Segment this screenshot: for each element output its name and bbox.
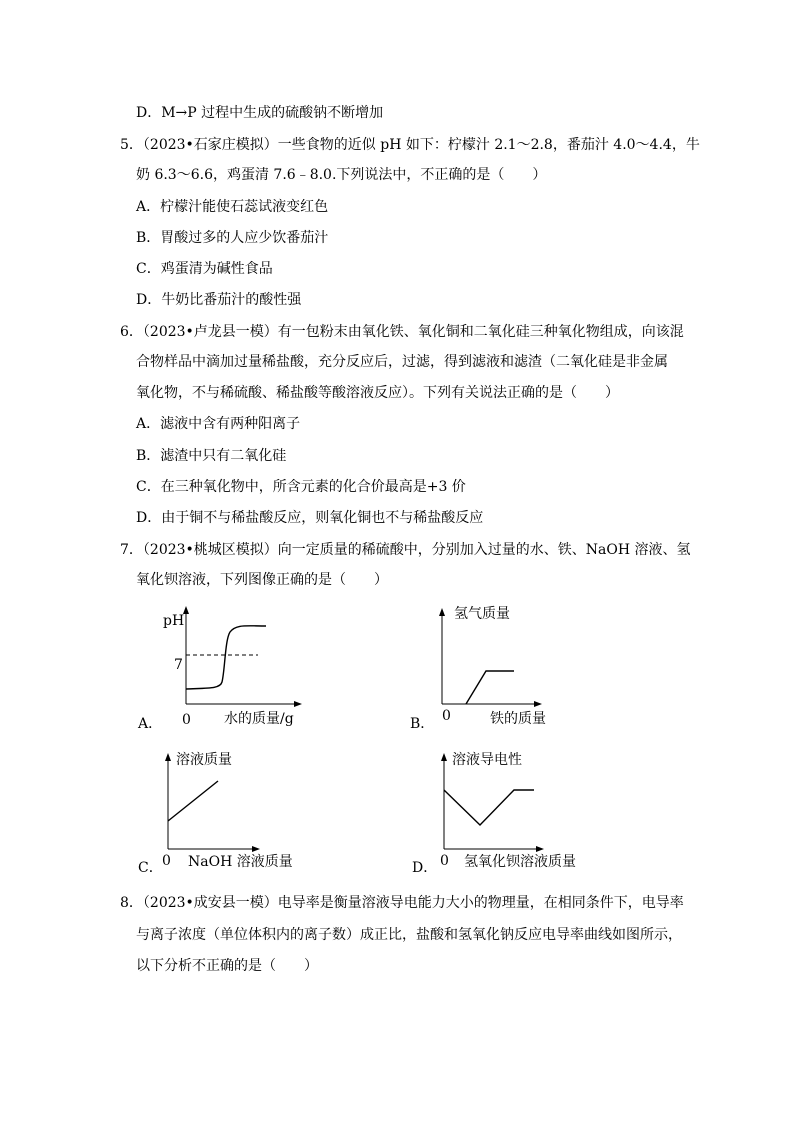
q5-option-a: A．柠檬汁能使石蕊试液变红色 xyxy=(136,199,329,215)
graph-c-y-arrow xyxy=(165,753,171,761)
graph-a-xlabel: 水的质量/g xyxy=(224,711,294,727)
graph-a xyxy=(130,600,330,740)
graph-c-x-arrow xyxy=(252,846,260,852)
graph-b-x-arrow xyxy=(534,701,542,707)
q6-option-b: B．滤渣中只有二氧化硅 xyxy=(136,448,287,464)
graph-d-origin: 0 xyxy=(440,853,449,869)
graph-b-y-arrow xyxy=(439,608,445,616)
graph-c-letter: C． xyxy=(138,860,163,876)
graph-c-curve xyxy=(168,781,218,821)
q6-stem-line2: 合物样品中滴加过量稀盐酸，充分反应后，过滤，得到滤液和滤渣（二氧化硅是非金属 xyxy=(136,354,668,370)
graph-d-curve xyxy=(444,790,534,825)
graph-b-origin: 0 xyxy=(442,708,451,724)
graph-c-ylabel: 溶液质量 xyxy=(176,752,232,768)
graph-d-y-arrow xyxy=(441,753,447,761)
q4-option-d: D．M→P 过程中生成的硫酸钠不断增加 xyxy=(136,105,384,121)
graph-a-letter: A． xyxy=(138,716,163,732)
q5-stem-line1: 5．（2023•石家庄模拟）一些食物的近似 pH 如下：柠檬汁 2.1～2.8，番茄汁 4.0～4.4，牛 xyxy=(120,137,700,153)
q6-option-d: D．由于铜不与稀盐酸反应，则氧化铜也不与稀盐酸反应 xyxy=(136,510,484,526)
graph-a-ylabel: pH xyxy=(163,613,185,629)
q8-stem-line2: 与离子浓度（单位体积内的离子数）成正比，盐酸和氢氧化钠反应电导率曲线如图所示， xyxy=(136,927,682,943)
q8-stem-line1: 8．（2023•成安县一模）电导率是衡量溶液导电能力大小的物理量，在相同条件下，电导率 xyxy=(120,895,684,911)
graph-b-xlabel: 铁的质量 xyxy=(490,711,546,727)
graph-d-letter: D． xyxy=(412,860,438,876)
graph-d-x-arrow xyxy=(536,846,544,852)
graph-c-origin: 0 xyxy=(162,853,171,869)
q8-stem-line3: 以下分析不正确的是（ ） xyxy=(136,958,318,974)
q7-stem-line1: 7．（2023•桃城区模拟）向一定质量的稀硫酸中，分别加入过量的水、铁、NaOH 溶液、氢 xyxy=(120,542,691,558)
graph-d-xlabel: 氢氧化钡溶液质量 xyxy=(464,854,576,870)
graph-a-curve xyxy=(186,626,266,689)
q5-option-d: D．牛奶比番茄汁的酸性强 xyxy=(136,292,302,308)
graph-a-x-arrow xyxy=(294,701,302,707)
q7-stem-line2: 氧化钡溶液，下列图像正确的是（ ） xyxy=(136,572,388,588)
graph-b xyxy=(406,600,606,740)
graph-d xyxy=(406,745,606,885)
graph-b-letter: B． xyxy=(410,716,435,732)
graph-b-curve xyxy=(466,671,514,704)
q6-stem-line3: 氧化物，不与稀硫酸、稀盐酸等酸溶液反应）。下列有关说法正确的是（ ） xyxy=(136,385,619,401)
graph-a-ref-label: 7 xyxy=(174,657,183,673)
q5-stem-line2: 奶 6.3～6.6，鸡蛋清 7.6﹣8.0.下列说法中，不正确的是（ ） xyxy=(136,167,547,183)
graph-c xyxy=(130,745,330,885)
q6-option-c: C．在三种氧化物中，所含元素的化合价最高是+3 价 xyxy=(136,479,466,495)
q5-option-b: B．胃酸过多的人应少饮番茄汁 xyxy=(136,230,329,246)
q6-stem-line1: 6．（2023•卢龙县一模）有一包粉末由氧化铁、氧化铜和二氧化硅三种氧化物组成，向该混 xyxy=(120,324,684,340)
graph-a-origin: 0 xyxy=(182,712,191,728)
graph-b-ylabel: 氢气质量 xyxy=(454,606,510,622)
q6-option-a: A．滤液中含有两种阳离子 xyxy=(136,416,301,432)
graph-d-ylabel: 溶液导电性 xyxy=(452,752,522,768)
q5-option-c: C．鸡蛋清为碱性食品 xyxy=(136,261,273,277)
graph-c-xlabel: NaOH 溶液质量 xyxy=(188,854,293,870)
